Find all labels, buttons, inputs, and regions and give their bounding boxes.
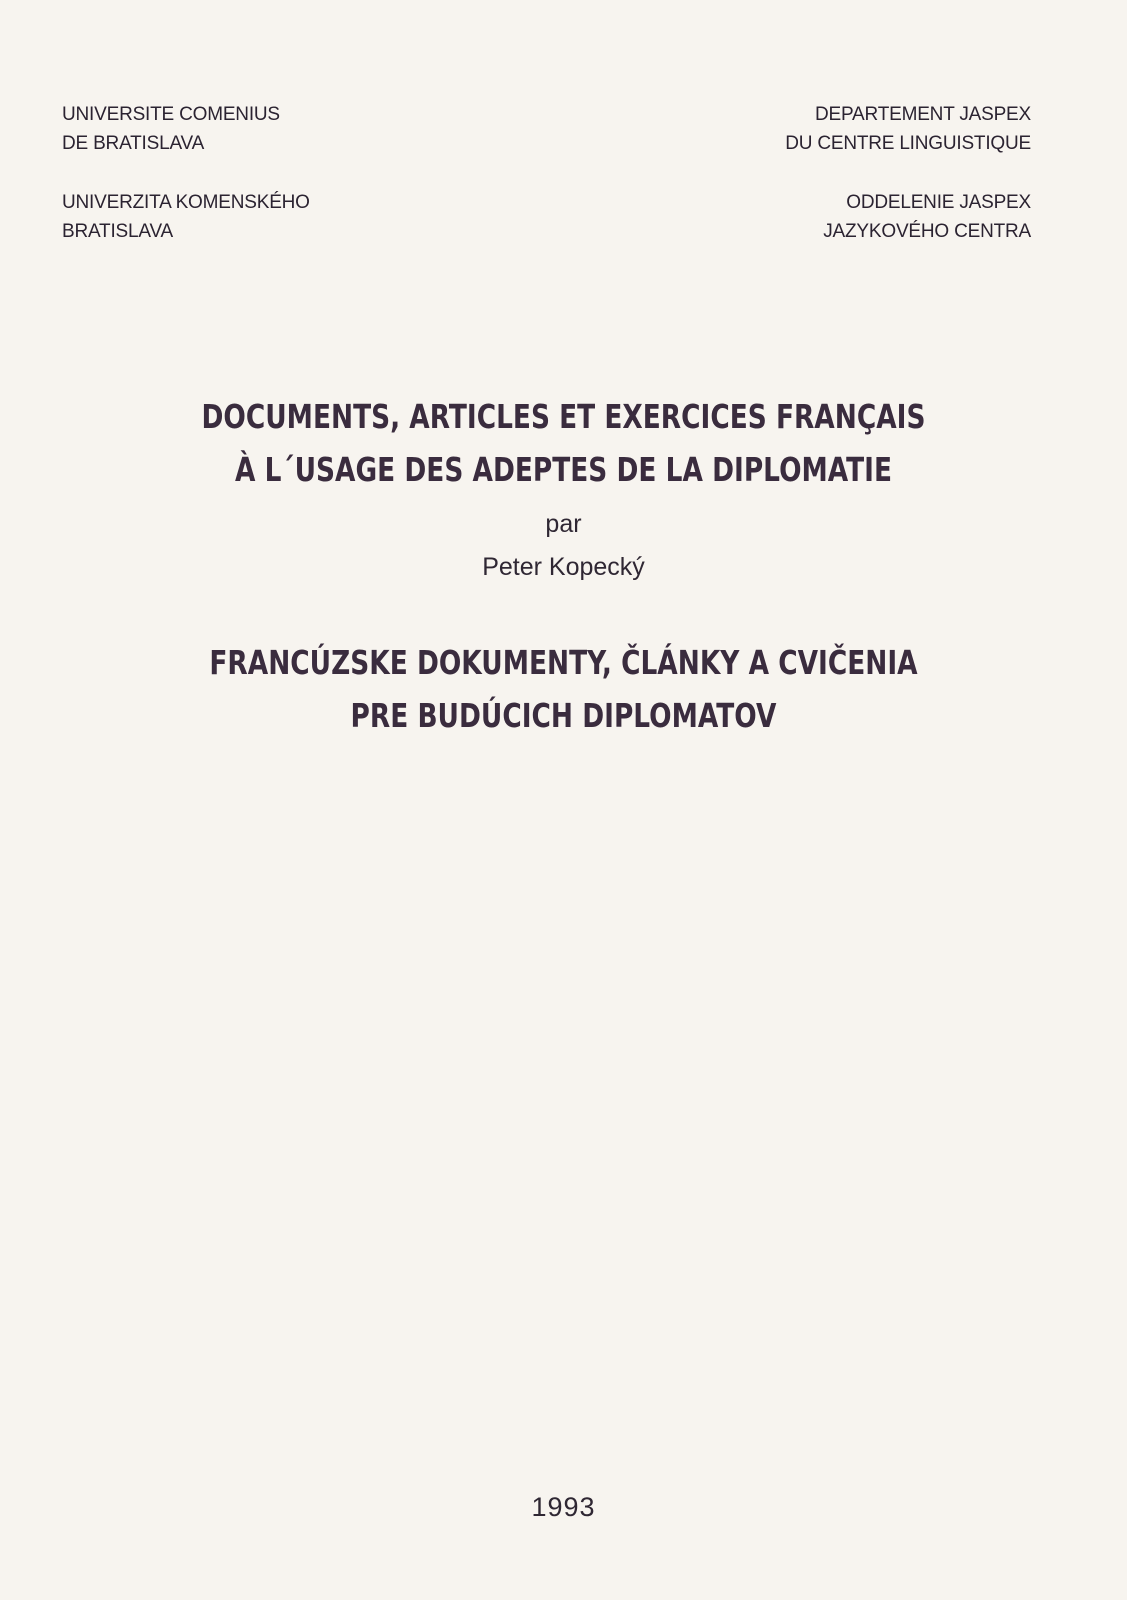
header-line: DEPARTEMENT JASPEX [814,104,1031,125]
header-line: JAZYKOVÉHO CENTRA [823,221,1031,242]
title-line: DOCUMENTS, ARTICLES ET EXERCICES FRANÇAIS [201,397,926,436]
title-line: À L´USAGE DES ADEPTES DE LA DIPLOMATIE [234,450,893,489]
header-line: DE BRATISLAVA [62,133,205,154]
title-line: FRANCÚZSKE DOKUMENTY, ČLÁNKY A CVIČENIA [209,643,918,682]
header-line: ODDELENIE JASPEX [846,192,1031,213]
title-line: PRE BUDÚCICH DIPLOMATOV [350,696,777,735]
french-title [0,390,1127,496]
by-text: par [545,510,582,538]
author-name [0,553,1127,582]
by-label [0,510,1127,539]
header-line: BRATISLAVA [62,221,173,242]
header-line: DU CENTRE LINGUISTIQUE [785,133,1031,154]
author-text: Peter Kopecký [482,553,645,581]
university-name-sk [62,188,310,246]
publication-year: 1993 [531,1492,596,1522]
department-name-fr [785,100,1031,158]
department-name-sk [823,188,1031,246]
slovak-title [0,636,1127,742]
university-name-fr [62,100,280,158]
header-line: UNIVERZITA KOMENSKÉHO [62,192,310,213]
header-line: UNIVERSITE COMENIUS [62,104,280,125]
